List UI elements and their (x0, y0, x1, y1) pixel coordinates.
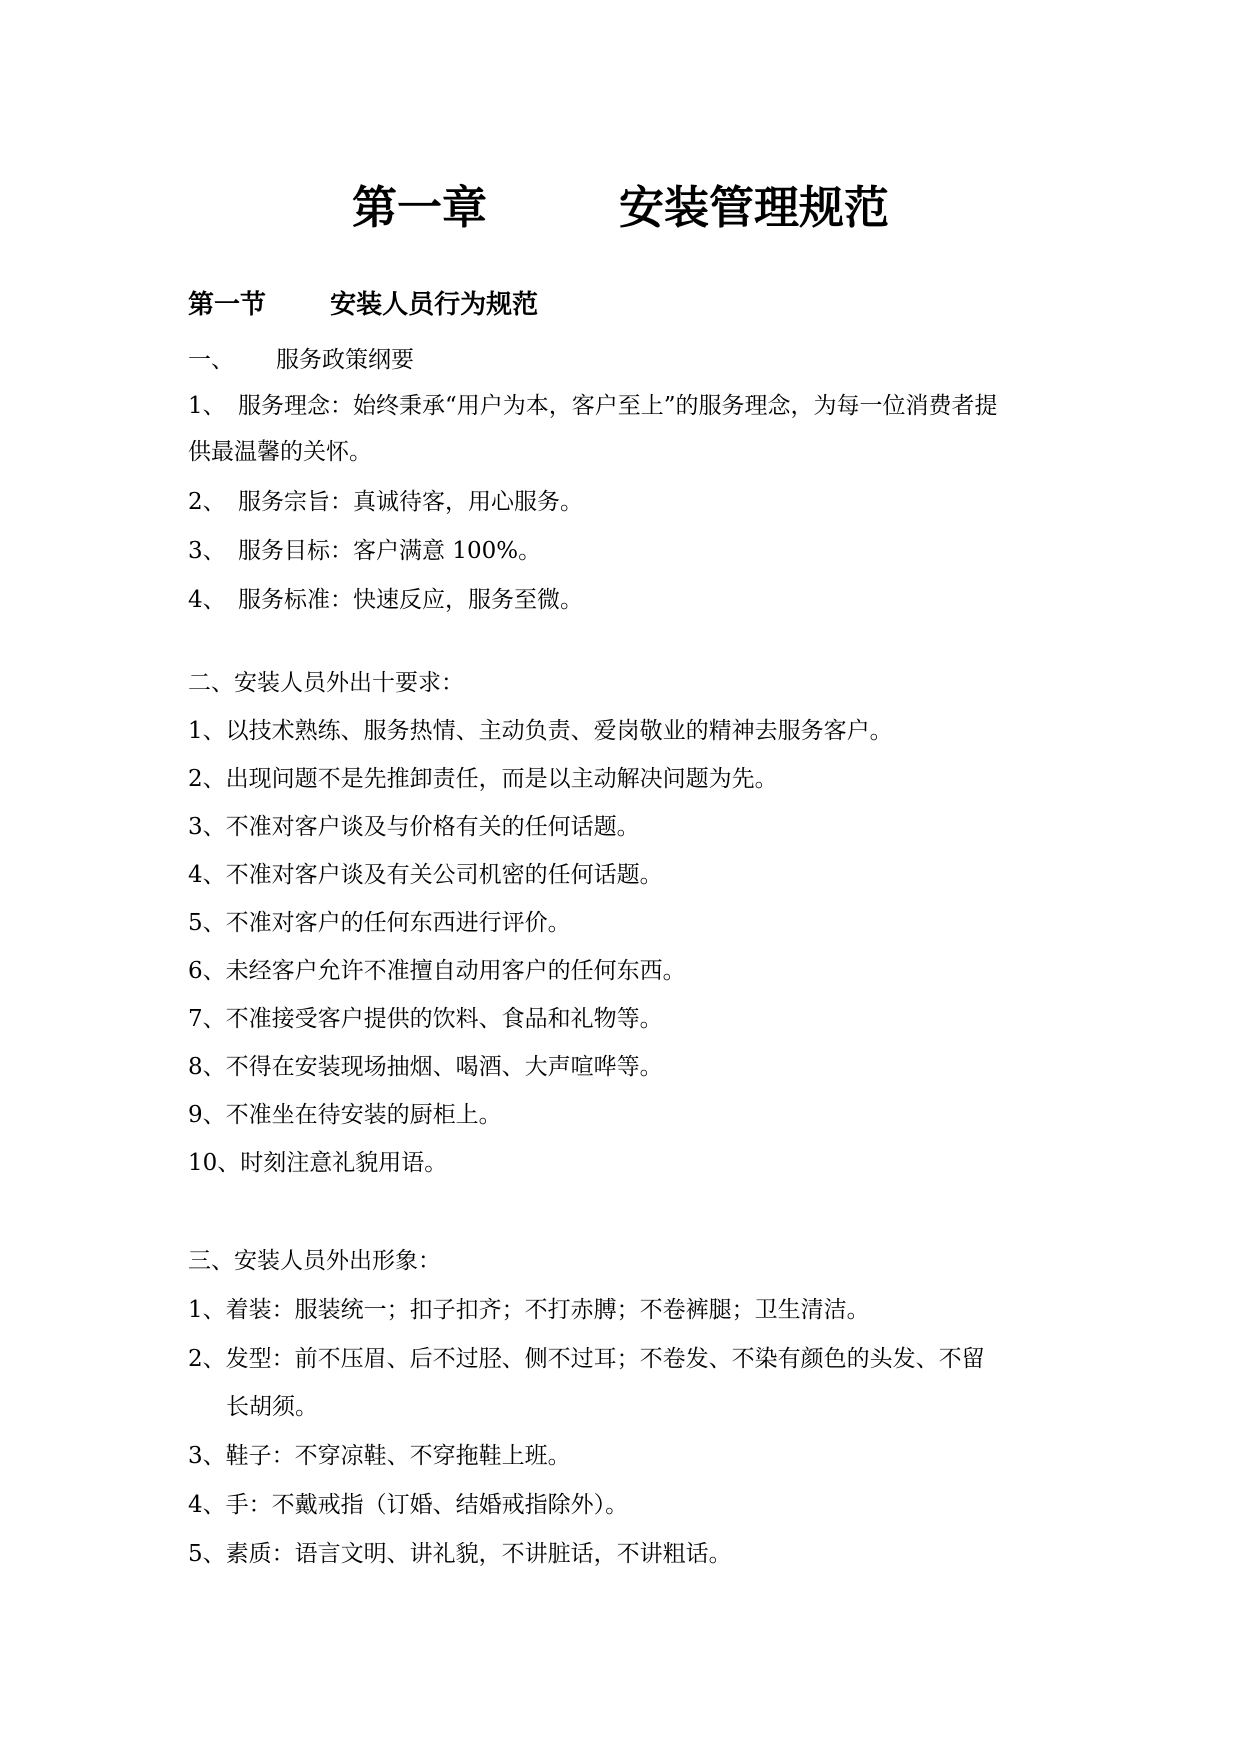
part2-item-1: 1、以技术熟练、服务热情、主动负责、爱岗敬业的精神去服务客户。 (188, 718, 893, 744)
section-title (188, 288, 538, 322)
part2-item-5: 5、不准对客户的任何东西进行评价。 (188, 910, 571, 936)
part1-heading: 一、 服务政策纲要 (188, 347, 414, 373)
section-number: 第一节 (188, 290, 267, 320)
part2-item-2: 2、出现问题不是先推卸责任，而是以主动解决问题为先。 (188, 766, 778, 792)
part1-item-2: 2、 服务宗旨：真诚待客，用心服务。 (188, 489, 583, 515)
section-name: 安装人员行为规范 (330, 290, 539, 320)
part1-item-3: 3、 服务目标：客户满意 100%。 (188, 538, 542, 564)
part2-item-9: 9、不准坐在待安装的厨柜上。 (188, 1102, 502, 1128)
part2-item-4: 4、不准对客户谈及有关公司机密的任何话题。 (188, 862, 663, 888)
part2-item-10: 10、时刻注意礼貌用语。 (188, 1150, 448, 1176)
chapter-title (0, 178, 1241, 238)
part3-heading: 三、安装人员外出形象： (188, 1248, 441, 1274)
part1-item-4: 4、 服务标准：快速反应，服务至微。 (188, 587, 583, 613)
part3-item-1: 1、着装：服装统一；扣子扣齐；不打赤膊；不卷裤腿；卫生清洁。 (188, 1297, 870, 1323)
part2-heading: 二、安装人员外出十要求： (188, 670, 464, 696)
chapter-name: 安装管理规范 (619, 181, 890, 234)
part3-item-4: 4、手：不戴戒指（订婚、结婚戒指除外）。 (188, 1492, 629, 1518)
part1-item-1: 1、 服务理念：始终秉承“用户为本，客户至上”的服务理念，为每一位消费者提 (188, 393, 998, 419)
part1-item-1-continuation: 供最温馨的关怀。 (188, 439, 372, 465)
chapter-number: 第一章 (351, 181, 487, 234)
part2-item-3: 3、不准对客户谈及与价格有关的任何话题。 (188, 814, 640, 840)
part2-item-7: 7、不准接受客户提供的饮料、食品和礼物等。 (188, 1006, 663, 1032)
part3-item-5: 5、素质：语言文明、讲礼貌，不讲脏话，不讲粗话。 (188, 1541, 732, 1567)
part2-item-8: 8、不得在安装现场抽烟、喝酒、大声喧哗等。 (188, 1054, 663, 1080)
part3-item-2-continuation: 长胡须。 (226, 1394, 318, 1420)
part3-item-2: 2、发型：前不压眉、后不过胫、侧不过耳；不卷发、不染有颜色的头发、不留 (188, 1346, 985, 1372)
part3-item-3: 3、鞋子：不穿凉鞋、不穿拖鞋上班。 (188, 1443, 571, 1469)
part2-item-6: 6、未经客户允许不准擅自动用客户的任何东西。 (188, 958, 686, 984)
